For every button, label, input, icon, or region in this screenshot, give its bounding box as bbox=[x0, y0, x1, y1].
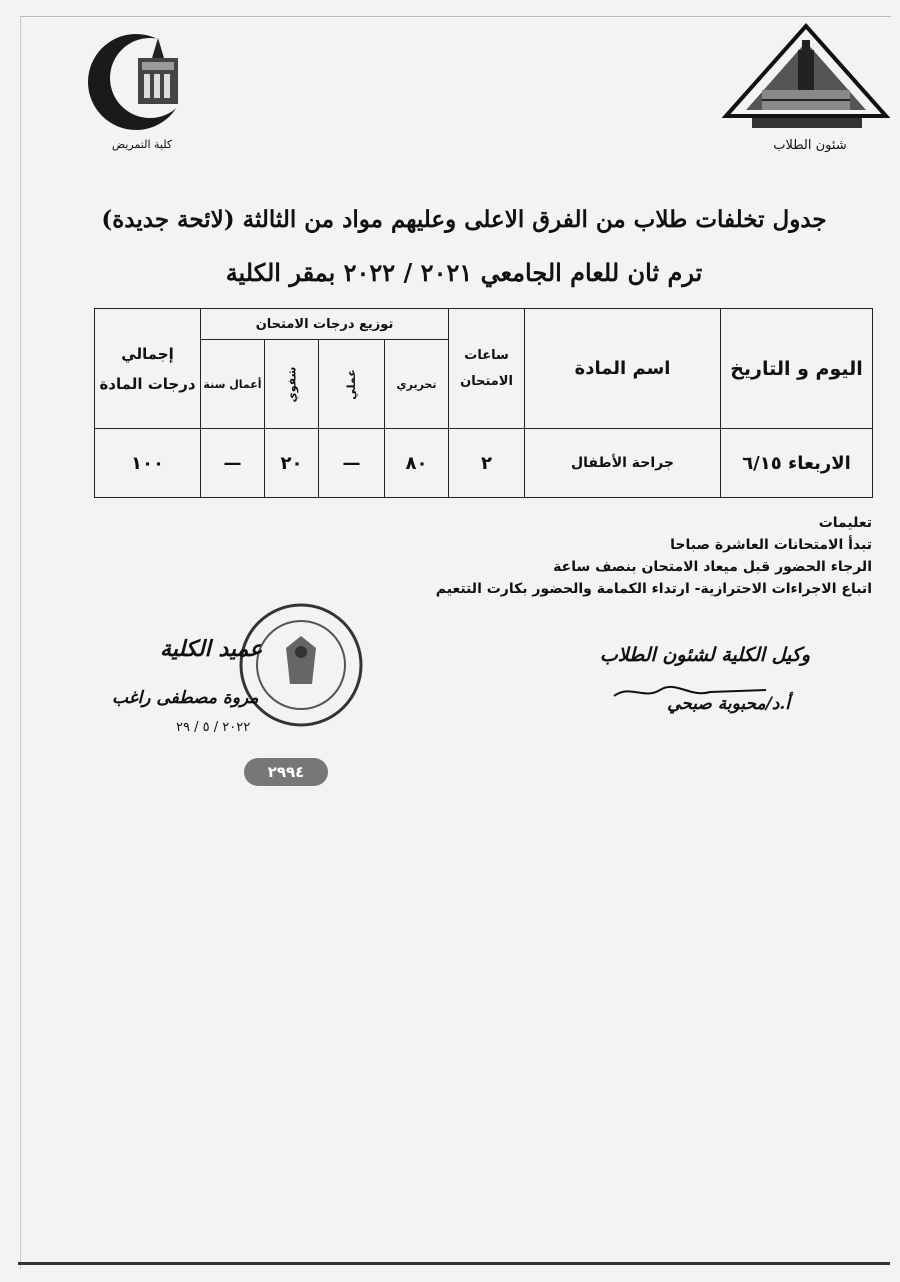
header-subject-name: اسم المادة bbox=[525, 309, 721, 429]
page-border bbox=[20, 16, 891, 1269]
cell-day-date: الاربعاء ٦/١٥ bbox=[721, 429, 873, 498]
header-year-work bbox=[201, 340, 265, 429]
dean-title: عميد الكلية bbox=[160, 636, 263, 662]
cell-practical: — bbox=[319, 429, 385, 498]
header-total-grade: إجمالي درجات المادة bbox=[95, 309, 201, 429]
cell-year-work: — bbox=[201, 429, 265, 498]
university-seal bbox=[236, 600, 366, 730]
instruction-item: تبدأ الامتحانات العاشرة صباحا bbox=[670, 537, 872, 553]
header-practical-label: عملي bbox=[345, 368, 359, 400]
benha-university-logo bbox=[722, 20, 890, 140]
document-title: جدول تخلفات طلاب من الفرق الاعلى وعليهم مواد من الثالثة (لائحة جديدة) bbox=[101, 206, 827, 233]
header-grade-distribution: توزيع درجات الامتحان bbox=[201, 309, 449, 340]
header-practical bbox=[319, 340, 385, 429]
cell-written: ٨٠ bbox=[385, 429, 449, 498]
cell-subject-name: جراحة الأطفال bbox=[525, 429, 721, 498]
header-oral-label: شفوي bbox=[285, 366, 299, 402]
header-written-label: تحريري bbox=[396, 377, 437, 391]
left-logo-caption: كلية التمريض bbox=[111, 138, 173, 151]
dean-name: مروة مصطفى راغب bbox=[112, 688, 259, 708]
header-written bbox=[385, 340, 449, 429]
faculty-of-nursing-logo bbox=[84, 24, 194, 144]
header-oral bbox=[265, 340, 319, 429]
header-day-date: اليوم و التاريخ bbox=[721, 309, 873, 429]
table-row bbox=[95, 429, 873, 498]
page-bottom-edge bbox=[18, 1262, 890, 1265]
header-year-work-label: أعمال سنة bbox=[203, 377, 262, 391]
exam-schedule-table bbox=[94, 308, 873, 498]
stamp-number: ٢٩٩٤ bbox=[244, 758, 328, 786]
right-logo-caption: شئون الطلاب bbox=[773, 138, 847, 153]
header-exam-hours: ساعات الامتحان bbox=[449, 309, 525, 429]
vice-dean-name: أ.د/محبوبة صبحي bbox=[667, 694, 790, 714]
cell-total: ١٠٠ bbox=[95, 429, 201, 498]
cell-oral: ٢٠ bbox=[265, 429, 319, 498]
cell-exam-hours: ٢ bbox=[449, 429, 525, 498]
instructions-block bbox=[352, 512, 872, 600]
document-subtitle: ترم ثان للعام الجامعي ٢٠٢١ / ٢٠٢٢ بمقر الكلية bbox=[225, 258, 703, 287]
stamp-date: ٢٠٢٢ / ٥ / ٢٩ bbox=[176, 720, 251, 735]
instruction-item: اتباع الاجراءات الاحترازية- ارتداء الكمامة والحضور بكارت التتعيم bbox=[435, 581, 872, 597]
instruction-item: الرجاء الحضور قبل ميعاد الامتحان بنصف ساعة bbox=[553, 559, 872, 575]
vice-dean-title: وكيل الكلية لشئون الطلاب bbox=[599, 644, 810, 666]
instructions-heading: تعليمات bbox=[818, 515, 872, 531]
